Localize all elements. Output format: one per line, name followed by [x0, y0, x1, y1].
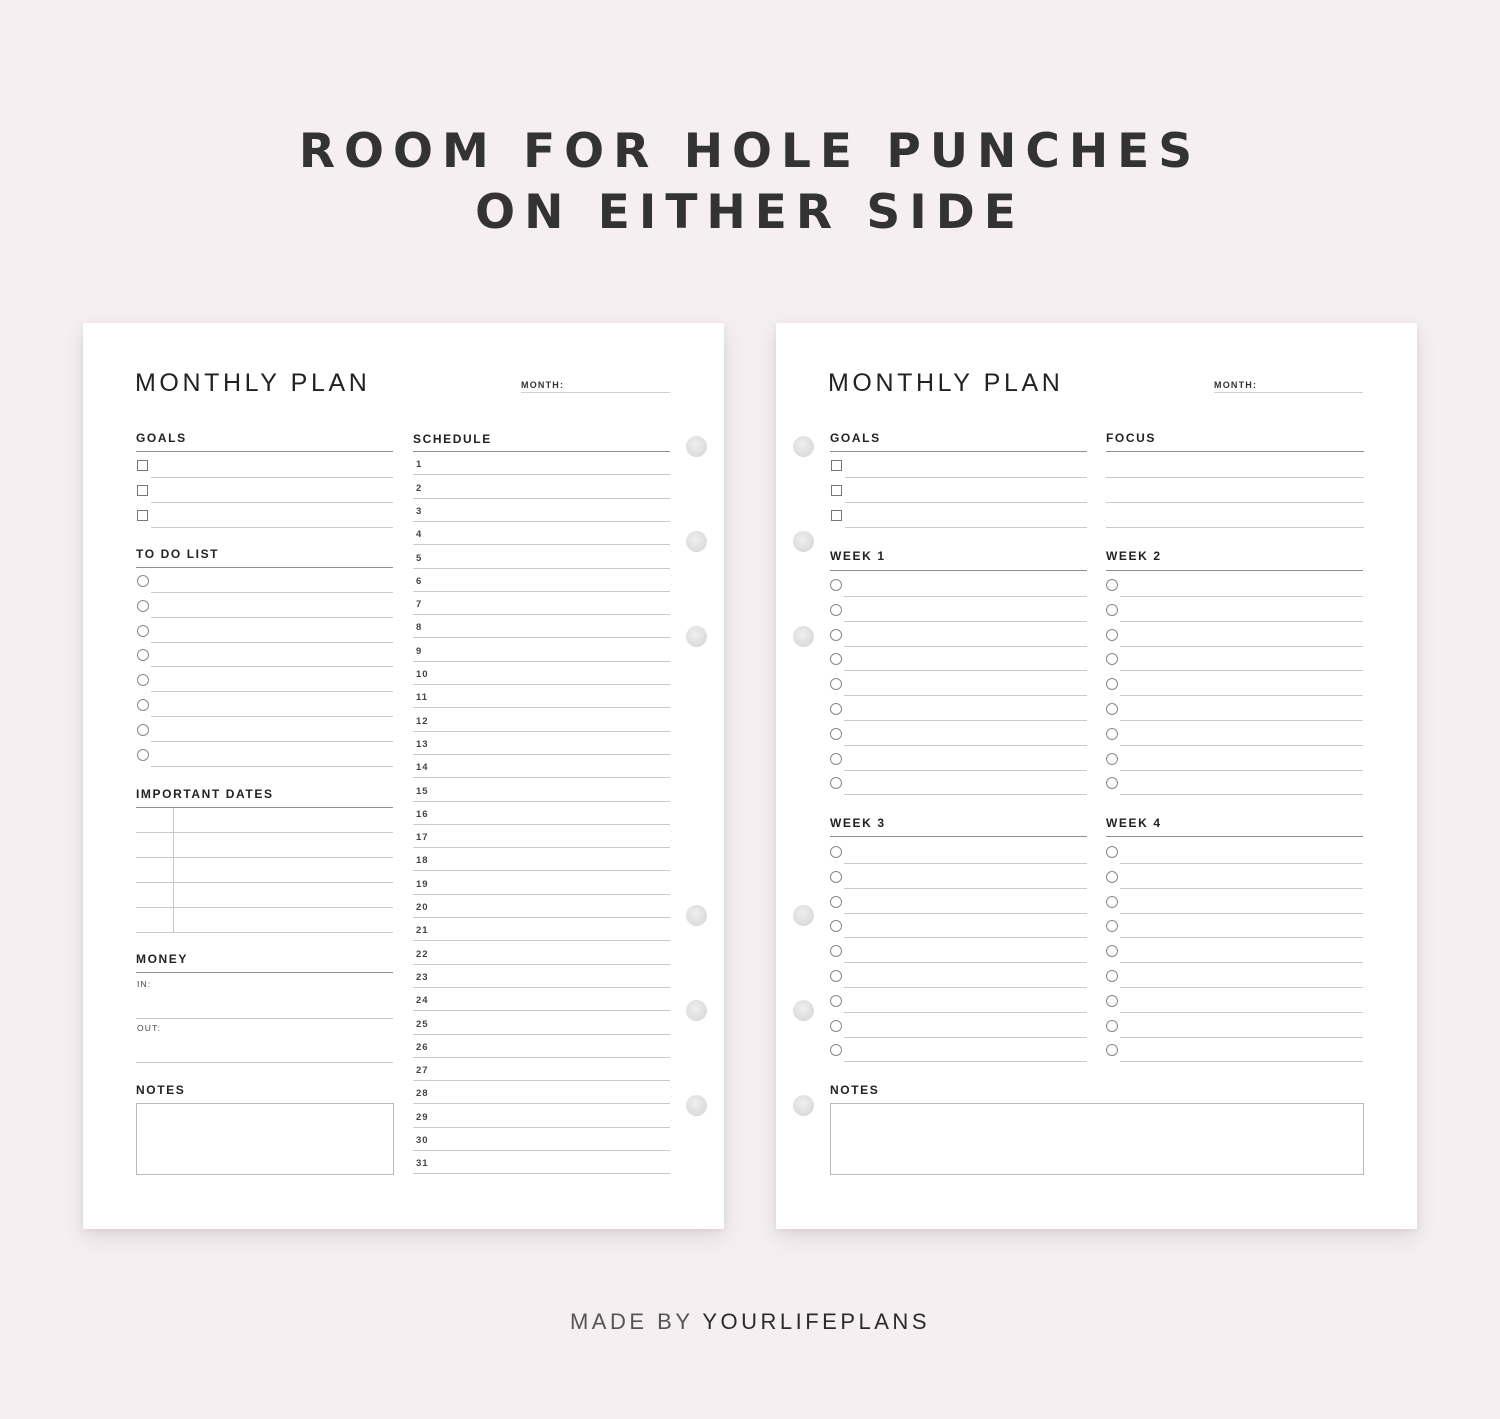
schedule-day-number: 27 [416, 1065, 429, 1077]
schedule-day-line[interactable] [413, 1173, 670, 1174]
schedule-day-number: 14 [416, 762, 429, 774]
schedule-day-number: 31 [416, 1158, 429, 1170]
week-2-task-circle[interactable] [1106, 604, 1118, 616]
schedule-day-line[interactable] [413, 1010, 670, 1011]
week-1-task-line[interactable] [844, 596, 1087, 597]
week-1-task-line[interactable] [844, 770, 1087, 771]
schedule-day-number: 7 [416, 599, 423, 611]
schedule-day-number: 16 [416, 808, 429, 820]
week-2-task-circle[interactable] [1106, 728, 1118, 740]
right-page-title: MONTHLY PLAN [828, 369, 1064, 397]
right-notes-box[interactable] [830, 1103, 1364, 1175]
week-1-title-rule [830, 570, 1087, 571]
hole-punch-mark-right-page [793, 626, 814, 647]
schedule-day-number: 11 [416, 692, 429, 704]
todo-circle[interactable] [137, 625, 149, 637]
week-1-task-line[interactable] [844, 720, 1087, 721]
schedule-day-number: 1 [416, 459, 423, 471]
week-2-task-line[interactable] [1120, 670, 1363, 671]
schedule-day-number: 30 [416, 1135, 429, 1146]
focus-line[interactable] [1106, 502, 1364, 503]
schedule-day-line[interactable] [413, 684, 670, 685]
week-3-task-circle[interactable] [830, 896, 842, 908]
right-goals-title: GOALS [830, 431, 881, 445]
hole-punch-mark-left-page [686, 626, 707, 647]
week-4-task-line[interactable] [1120, 1061, 1363, 1062]
week-1-task-line[interactable] [844, 621, 1087, 622]
left-page-title: MONTHLY PLAN [135, 369, 371, 397]
schedule-day-line[interactable] [413, 801, 670, 802]
todo-line[interactable] [151, 642, 393, 643]
headline-line-1: ROOM FOR HOLE PUNCHES [298, 124, 1202, 179]
schedule-day-number: 13 [416, 738, 429, 750]
week-1-task-circle[interactable] [830, 579, 842, 591]
todo-circle[interactable] [137, 600, 149, 612]
schedule-day-line[interactable] [413, 731, 670, 732]
schedule-day-number: 8 [416, 622, 423, 634]
week-3-task-line[interactable] [844, 863, 1087, 864]
week-3-task-circle[interactable] [830, 1020, 842, 1032]
goal-checkbox[interactable] [137, 510, 148, 521]
schedule-day-line[interactable] [413, 707, 670, 708]
schedule-day-line[interactable] [413, 940, 670, 941]
week-2-task-line[interactable] [1120, 770, 1363, 771]
schedule-title-rule [413, 451, 670, 452]
week-4-task-circle[interactable] [1106, 846, 1118, 858]
goal-line[interactable] [845, 477, 1087, 478]
schedule-day-line[interactable] [413, 521, 670, 522]
week-2-task-line[interactable] [1120, 695, 1363, 696]
money-in-line[interactable] [136, 1018, 393, 1019]
schedule-day-number: 15 [416, 785, 429, 797]
todo-circle[interactable] [137, 699, 149, 711]
schedule-day-number: 10 [416, 669, 429, 680]
hole-punch-mark-right-page [793, 436, 814, 457]
schedule-day-number: 18 [416, 855, 429, 867]
goal-checkbox[interactable] [831, 485, 842, 496]
schedule-day-number: 24 [416, 995, 429, 1007]
headline-line-2: ON EITHER SIDE [475, 185, 1025, 240]
schedule-day-line[interactable] [413, 544, 670, 545]
schedule-day-number: 23 [416, 971, 429, 983]
week-3-task-line[interactable] [844, 987, 1087, 988]
goal-checkbox[interactable] [137, 485, 148, 496]
schedule-day-line[interactable] [413, 474, 670, 475]
week-4-task-line[interactable] [1120, 987, 1363, 988]
week-1-task-line[interactable] [844, 745, 1087, 746]
schedule-day-number: 21 [416, 925, 429, 937]
hole-punch-mark-left-page [686, 905, 707, 926]
todo-circle[interactable] [137, 724, 149, 736]
goal-line[interactable] [151, 502, 393, 503]
week-4-task-line[interactable] [1120, 888, 1363, 889]
schedule-day-number: 19 [416, 878, 429, 890]
right-month-line [1214, 392, 1363, 393]
footer-brand: YOURLIFEPLANS [702, 1309, 930, 1334]
schedule-day-line[interactable] [413, 894, 670, 895]
schedule-day-line[interactable] [413, 1057, 670, 1058]
week-1-task-circle[interactable] [830, 604, 842, 616]
week-1-task-circle[interactable] [830, 728, 842, 740]
hole-punch-mark-left-page [686, 531, 707, 552]
goal-line[interactable] [151, 477, 393, 478]
week-2-task-line[interactable] [1120, 621, 1363, 622]
dates-row-line[interactable] [136, 907, 393, 908]
week-4-title-rule [1106, 836, 1363, 837]
schedule-day-line[interactable] [413, 591, 670, 592]
schedule-day-number: 12 [416, 715, 429, 727]
week-2-task-circle[interactable] [1106, 703, 1118, 715]
schedule-day-number: 6 [416, 575, 423, 587]
footer-prefix: MADE BY [569, 1309, 694, 1334]
week-3-task-line[interactable] [844, 1037, 1087, 1038]
schedule-day-number: 25 [416, 1018, 429, 1030]
week-4-task-line[interactable] [1120, 913, 1363, 914]
schedule-day-line[interactable] [413, 1080, 670, 1081]
schedule-day-number: 5 [416, 552, 423, 564]
week-4-task-circle[interactable] [1106, 871, 1118, 883]
hole-punch-mark-left-page [686, 1095, 707, 1116]
week-2-task-line[interactable] [1120, 794, 1363, 795]
goals-title-rule [830, 451, 1087, 452]
week-2-task-line[interactable] [1120, 646, 1363, 647]
left-notes-box[interactable] [136, 1103, 394, 1175]
week-3-task-line[interactable] [844, 937, 1087, 938]
schedule-day-number: 28 [416, 1088, 429, 1100]
week-4-task-line[interactable] [1120, 1012, 1363, 1013]
week-3-title: WEEK 3 [830, 816, 886, 830]
money-title-rule [136, 972, 393, 973]
schedule-day-line[interactable] [413, 917, 670, 918]
right-month-label: MONTH: [1214, 380, 1258, 390]
schedule-day-line[interactable] [413, 847, 670, 848]
left-month-line [521, 392, 670, 393]
schedule-day-number: 9 [416, 645, 423, 657]
todo-line[interactable] [151, 617, 393, 618]
week-4-task-circle[interactable] [1106, 1020, 1118, 1032]
schedule-day-number: 26 [416, 1041, 429, 1053]
week-1-task-circle[interactable] [830, 753, 842, 765]
week-4-task-circle[interactable] [1106, 995, 1118, 1007]
right-notes-title: NOTES [830, 1083, 880, 1097]
hole-punch-mark-right-page [793, 531, 814, 552]
left-todo-title: TO DO LIST [136, 547, 220, 561]
schedule-day-line[interactable] [413, 1103, 670, 1104]
dates-row-line[interactable] [136, 832, 393, 833]
week-3-title-rule [830, 836, 1087, 837]
dates-row-line[interactable] [136, 857, 393, 858]
week-2-task-line[interactable] [1120, 596, 1363, 597]
schedule-day-number: 29 [416, 1111, 429, 1123]
week-3-task-circle[interactable] [830, 846, 842, 858]
week-4-task-circle[interactable] [1106, 896, 1118, 908]
week-3-task-line[interactable] [844, 962, 1087, 963]
week-3-task-line[interactable] [844, 888, 1087, 889]
week-4-task-line[interactable] [1120, 937, 1363, 938]
schedule-day-line[interactable] [413, 964, 670, 965]
week-3-task-line[interactable] [844, 1012, 1087, 1013]
focus-title-rule [1106, 451, 1364, 452]
goals-title-rule [136, 451, 393, 452]
schedule-day-number: 4 [416, 529, 423, 541]
goal-checkbox[interactable] [137, 460, 148, 471]
goal-checkbox[interactable] [831, 510, 842, 521]
todo-circle[interactable] [137, 575, 149, 587]
goal-line[interactable] [845, 502, 1087, 503]
schedule-day-number: 22 [416, 948, 429, 960]
week-2-task-circle[interactable] [1106, 629, 1118, 641]
goal-checkbox[interactable] [831, 460, 842, 471]
dates-title-rule [136, 807, 393, 808]
money-out-label: OUT: [137, 1023, 162, 1033]
left-notes-title: NOTES [136, 1083, 186, 1097]
schedule-day-line[interactable] [413, 754, 670, 755]
hole-punch-mark-right-page [793, 1095, 814, 1116]
left-schedule-title: SCHEDULE [413, 432, 492, 446]
week-1-task-line[interactable] [844, 695, 1087, 696]
week-3-task-circle[interactable] [830, 995, 842, 1007]
todo-line[interactable] [151, 666, 393, 667]
todo-line[interactable] [151, 691, 393, 692]
week-1-task-line[interactable] [844, 670, 1087, 671]
week-1-task-circle[interactable] [830, 629, 842, 641]
todo-line[interactable] [151, 741, 393, 742]
schedule-day-line[interactable] [413, 824, 670, 825]
hole-punch-mark-right-page [793, 1000, 814, 1021]
week-1-task-circle[interactable] [830, 703, 842, 715]
schedule-day-number: 2 [416, 482, 423, 494]
week-3-task-circle[interactable] [830, 871, 842, 883]
money-out-line[interactable] [136, 1062, 393, 1063]
week-1-task-line[interactable] [844, 794, 1087, 795]
schedule-day-line[interactable] [413, 987, 670, 988]
schedule-day-line[interactable] [413, 870, 670, 871]
week-2-task-circle[interactable] [1106, 579, 1118, 591]
week-2-task-circle[interactable] [1106, 753, 1118, 765]
schedule-day-number: 20 [416, 902, 429, 913]
hole-punch-mark-left-page [686, 1000, 707, 1021]
todo-line[interactable] [151, 766, 393, 767]
todo-title-rule [136, 567, 393, 568]
week-3-task-line[interactable] [844, 913, 1087, 914]
week-4-task-line[interactable] [1120, 863, 1363, 864]
goal-line[interactable] [151, 527, 393, 528]
schedule-day-line[interactable] [413, 1127, 670, 1128]
week-4-task-circle[interactable] [1106, 970, 1118, 982]
schedule-day-line[interactable] [413, 1150, 670, 1151]
footer-credit [0, 1311, 1500, 1333]
week-1-task-line[interactable] [844, 646, 1087, 647]
week-4-task-line[interactable] [1120, 962, 1363, 963]
hole-punch-mark-right-page [793, 905, 814, 926]
week-4-task-line[interactable] [1120, 1037, 1363, 1038]
schedule-day-line[interactable] [413, 614, 670, 615]
focus-line[interactable] [1106, 527, 1364, 528]
schedule-day-line[interactable] [413, 1034, 670, 1035]
todo-line[interactable] [151, 716, 393, 717]
schedule-day-line[interactable] [413, 661, 670, 662]
dates-column-divider [173, 808, 174, 933]
money-in-label: IN: [137, 979, 152, 989]
dates-row-line[interactable] [136, 932, 393, 933]
left-important-dates-title: IMPORTANT DATES [136, 787, 274, 801]
left-money-title: MONEY [136, 952, 189, 966]
schedule-day-line[interactable] [413, 777, 670, 778]
schedule-day-line[interactable] [413, 568, 670, 569]
week-3-task-circle[interactable] [830, 970, 842, 982]
week-4-title: WEEK 4 [1106, 816, 1162, 830]
right-focus-title: FOCUS [1106, 431, 1156, 445]
week-3-task-line[interactable] [844, 1061, 1087, 1062]
week-1-title: WEEK 1 [830, 549, 886, 563]
schedule-day-line[interactable] [413, 498, 670, 499]
schedule-day-number: 3 [416, 505, 423, 517]
todo-circle[interactable] [137, 749, 149, 761]
schedule-day-line[interactable] [413, 637, 670, 638]
week-2-title-rule [1106, 570, 1363, 571]
schedule-day-number: 17 [416, 832, 429, 844]
left-month-label: MONTH: [521, 380, 565, 390]
hole-punch-mark-left-page [686, 436, 707, 457]
goal-line[interactable] [845, 527, 1087, 528]
todo-line[interactable] [151, 592, 393, 593]
week-2-task-line[interactable] [1120, 720, 1363, 721]
week-2-title: WEEK 2 [1106, 549, 1162, 563]
week-2-task-line[interactable] [1120, 745, 1363, 746]
dates-row-line[interactable] [136, 882, 393, 883]
focus-line[interactable] [1106, 477, 1364, 478]
left-goals-title: GOALS [136, 431, 187, 445]
